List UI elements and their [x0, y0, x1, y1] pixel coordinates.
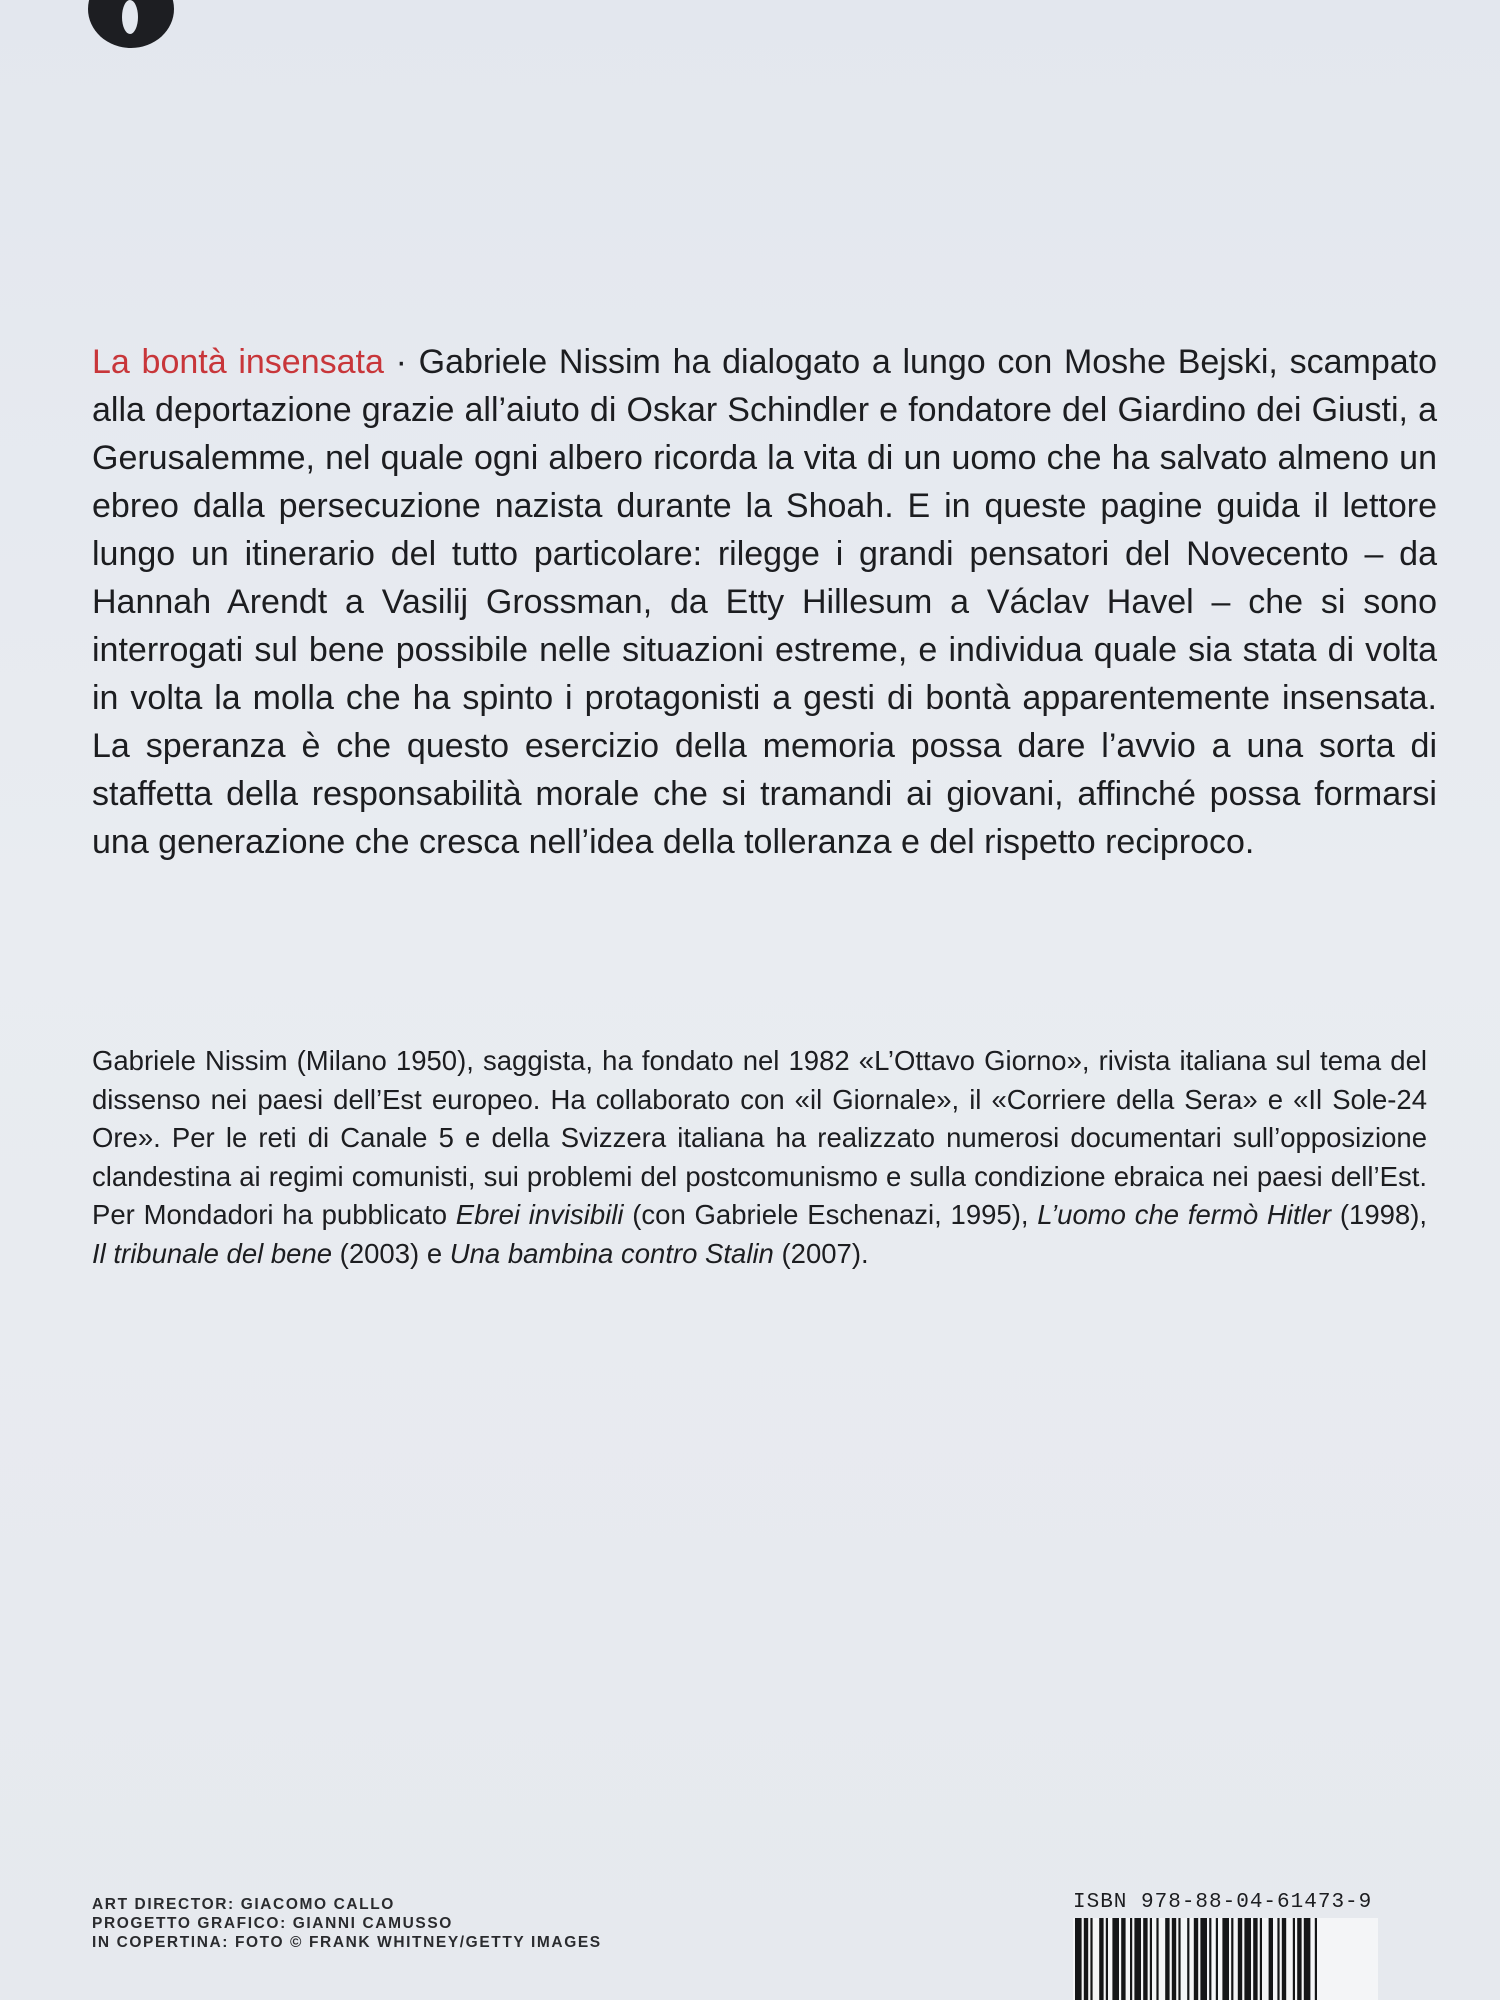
bio-text: Gabriele Nissim (Milano 1950), saggista, ha fondato nel 1982 «L’Ottavo Giorno», rivista italiana sul tema del dissenso nei paesi dell’Est europeo. Ha collaborato con «il Giornale», il «Corriere della Sera» e «Il Sole-24 Ore». Per le reti di Canale 5 e della Svizzera italiana ha realizzato numerosi documentari sull’opposizione clandestina ai regimi comunisti, sui problemi del postcomunismo e sulla condizione ebraica nei paesi dell’Est. Per Mondadori ha pubblicato — [92, 1045, 1427, 1230]
credits-block — [92, 1895, 602, 1952]
bio-text: (2003) e — [332, 1237, 450, 1269]
barcode-icon — [1073, 1918, 1378, 2000]
blurb-body: Gabriele Nissim ha dialogato a lungo con Moshe Bejski, scampato alla deportazione grazie all’aiuto di Oskar Schindler e fondatore del Giardino dei Giusti, a Gerusalemme, nel quale ogni albero ricorda la vita di un uomo che ha salvato almeno un ebreo dalla persecuzione nazista durante la Shoah. E in queste pagine guida il lettore lungo un itinerario del tutto particolare: rilegge i grandi pensatori del Novecento – da Hannah Arendt a Vasilij Grossman, da Etty Hillesum a Václav Havel – che si sono interrogati sul bene possibile nelle situazioni estreme, e individua quale sia stata di volta in volta la molla che ha spinto i protagonisti a gesti di bontà apparentemente insensata. La speranza è che questo esercizio della memoria possa dare l’avvio a una sorta di staffetta della responsabilità morale che si tramandi ai giovani, affinché possa formarsi una generazione che cresca nell’idea della tolleranza e del rispetto reciproco. — [92, 343, 1437, 861]
bio-book-title: L’uomo che fermò Hitler — [1037, 1199, 1332, 1230]
isbn-label: ISBN 978-88-04-61473-9 — [1073, 1891, 1373, 1914]
bio-book-title: Una bambina contro Stalin — [449, 1237, 774, 1269]
credit-art-director: ART DIRECTOR: GIACOMO CALLO — [92, 1896, 395, 1913]
credit-cover: IN COPERTINA: FOTO © FRANK WHITNEY/GETTY IMAGES — [92, 1934, 602, 1951]
bio-text: (2007). — [773, 1237, 869, 1269]
book-title: La bontà insensata — [92, 343, 384, 381]
bio-book-title: Ebrei invisibili — [455, 1199, 624, 1230]
book-blurb — [92, 338, 1437, 866]
publisher-logo-icon — [88, 0, 174, 48]
credit-design: PROGETTO GRAFICO: GIANNI CAMUSSO — [92, 1915, 453, 1932]
bio-text: (1998), — [1331, 1199, 1427, 1230]
bio-text: (con Gabriele Eschenazi, 1995), — [623, 1199, 1038, 1230]
bio-book-title: Il tribunale del bene — [92, 1237, 333, 1269]
title-separator: · — [383, 343, 419, 381]
author-bio — [92, 1042, 1427, 1273]
